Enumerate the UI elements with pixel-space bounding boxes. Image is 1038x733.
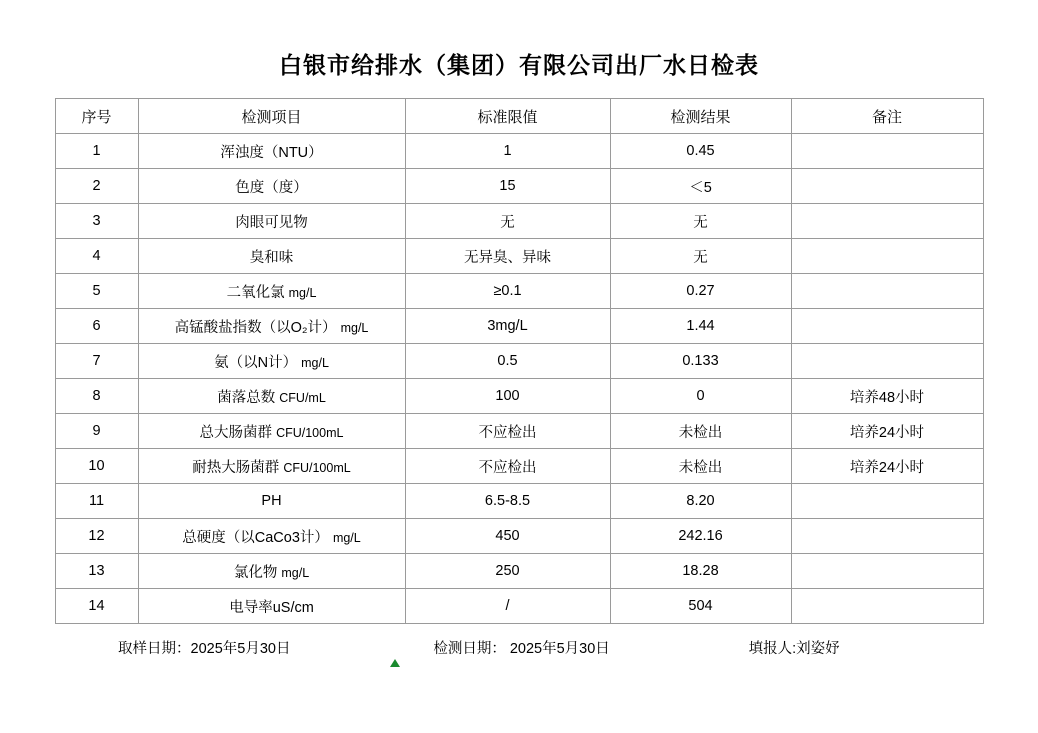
cell-limit: 100 xyxy=(405,379,610,414)
cell-note xyxy=(791,519,983,554)
header-cell-no: 序号 xyxy=(55,99,138,134)
cell-item-label: 氨（以N计） xyxy=(214,354,298,371)
cell-no: 9 xyxy=(55,414,138,449)
cell-item-label: 总大肠菌群 xyxy=(199,424,273,441)
cell-item-unit: mg/L xyxy=(281,565,310,580)
cell-item xyxy=(138,519,405,554)
table-row xyxy=(55,309,983,344)
water-quality-table xyxy=(55,98,984,624)
cell-note xyxy=(791,239,983,274)
cell-limit: 不应检出 xyxy=(405,449,610,484)
sampling-date: 取样日期：2025年5月30日 xyxy=(118,641,291,657)
report-page xyxy=(0,47,1038,733)
header-cell-note: 备注 xyxy=(791,99,983,134)
cell-item xyxy=(138,274,405,309)
cell-result: 未检出 xyxy=(610,449,791,484)
cell-no: 10 xyxy=(55,449,138,484)
cell-item xyxy=(138,379,405,414)
cell-result: 8.20 xyxy=(610,484,791,519)
table-row xyxy=(55,169,983,204)
cell-no: 1 xyxy=(55,134,138,169)
cell-no: 3 xyxy=(55,204,138,239)
cell-item-label: 耐热大肠菌群 xyxy=(192,459,280,476)
header-cell-limit: 标准限值 xyxy=(405,99,610,134)
cell-no: 2 xyxy=(55,169,138,204)
cell-item-unit: CFU/100mL xyxy=(283,460,351,475)
cell-limit: 250 xyxy=(405,554,610,589)
table-row xyxy=(55,134,983,169)
cell-limit: 1 xyxy=(405,134,610,169)
cell-item-label: 二氧化氯 xyxy=(226,284,285,301)
table-row xyxy=(55,449,983,484)
cell-item xyxy=(138,134,405,169)
cell-limit: 无 xyxy=(405,204,610,239)
cell-result: 无 xyxy=(610,204,791,239)
cell-item xyxy=(138,344,405,379)
table-header-row xyxy=(55,99,983,134)
cell-note xyxy=(791,344,983,379)
cell-limit: 无异臭、异味 xyxy=(405,239,610,274)
cell-note xyxy=(791,204,983,239)
cell-limit: 15 xyxy=(405,169,610,204)
cell-no: 4 xyxy=(55,239,138,274)
cell-result: 18.28 xyxy=(610,554,791,589)
cell-item-label: 肉眼可见物 xyxy=(235,214,308,231)
cell-note xyxy=(791,134,983,169)
header-cell-item: 检测项目 xyxy=(138,99,405,134)
cell-item-unit: mg/L xyxy=(332,530,361,545)
cell-no: 14 xyxy=(55,589,138,624)
cell-no: 13 xyxy=(55,554,138,589)
cell-result: 504 xyxy=(610,589,791,624)
table-row xyxy=(55,239,983,274)
page-title: 白银市给排水（集团）有限公司出厂水日检表 xyxy=(279,52,759,78)
cell-item-label: 电导率uS/cm xyxy=(229,599,314,616)
table-row xyxy=(55,589,983,624)
table-row xyxy=(55,484,983,519)
cell-limit: 0.5 xyxy=(405,344,610,379)
cell-note xyxy=(791,554,983,589)
cell-limit: 6.5-8.5 xyxy=(405,484,610,519)
cell-item-label: 氯化物 xyxy=(233,564,278,581)
cell-result: 242.16 xyxy=(610,519,791,554)
cell-item xyxy=(138,554,405,589)
table-row xyxy=(55,344,983,379)
cell-item-label: 臭和味 xyxy=(249,249,294,266)
cell-note xyxy=(791,589,983,624)
cell-note: 培养48小时 xyxy=(791,379,983,414)
cell-limit: / xyxy=(405,589,610,624)
cell-item xyxy=(138,239,405,274)
cell-limit: 3mg/L xyxy=(405,309,610,344)
cell-item-unit: mg/L xyxy=(288,285,317,300)
table-row xyxy=(55,204,983,239)
cell-note xyxy=(791,484,983,519)
cell-result: 无 xyxy=(610,239,791,274)
cell-note xyxy=(791,274,983,309)
testing-date: 检测日期： 2025年5月30日 xyxy=(433,641,610,657)
cell-result: 0.27 xyxy=(610,274,791,309)
header-cell-result: 检测结果 xyxy=(610,99,791,134)
cell-item xyxy=(138,414,405,449)
cell-item-label: PH xyxy=(261,493,282,509)
cell-no: 12 xyxy=(55,519,138,554)
cell-item xyxy=(138,449,405,484)
cell-item-label: 菌落总数 xyxy=(217,389,276,406)
cell-note: 培养24小时 xyxy=(791,449,983,484)
table-row xyxy=(55,519,983,554)
cell-no: 5 xyxy=(55,274,138,309)
footer-row xyxy=(0,637,1038,658)
cell-item-label: 色度（度） xyxy=(235,179,308,196)
table-row xyxy=(55,554,983,589)
cell-limit: ≥0.1 xyxy=(405,274,610,309)
cell-result: 0.45 xyxy=(610,134,791,169)
cell-result: ＜5 xyxy=(610,169,791,204)
table-row xyxy=(55,414,983,449)
green-triangle-marker xyxy=(390,659,400,667)
cell-item xyxy=(138,169,405,204)
cell-no: 6 xyxy=(55,309,138,344)
table-row xyxy=(55,379,983,414)
cell-item-unit: CFU/mL xyxy=(279,390,326,405)
table-body xyxy=(55,134,983,624)
cell-no: 11 xyxy=(55,484,138,519)
cell-result: 0.133 xyxy=(610,344,791,379)
filler-name: 填报人:刘姿妤 xyxy=(748,641,840,657)
table-header xyxy=(55,99,983,134)
cell-item-unit: mg/L xyxy=(340,320,369,335)
cell-no: 7 xyxy=(55,344,138,379)
cell-item xyxy=(138,204,405,239)
cell-limit: 450 xyxy=(405,519,610,554)
cell-item-unit: mg/L xyxy=(301,355,329,370)
cell-item-label: 高锰酸盐指数（以O₂计） xyxy=(174,319,337,336)
cell-item xyxy=(138,589,405,624)
cell-item-unit: CFU/100mL xyxy=(276,425,344,440)
cell-item xyxy=(138,309,405,344)
cell-note xyxy=(791,309,983,344)
cell-item-label: 总硬度（以CaCo3计） xyxy=(182,529,329,546)
cell-note xyxy=(791,169,983,204)
cell-item-label: 浑浊度（NTU） xyxy=(220,144,323,161)
cell-note: 培养24小时 xyxy=(791,414,983,449)
cell-result: 0 xyxy=(610,379,791,414)
cell-item xyxy=(138,484,405,519)
cell-result: 1.44 xyxy=(610,309,791,344)
table-row xyxy=(55,274,983,309)
cell-result: 未检出 xyxy=(610,414,791,449)
cell-no: 8 xyxy=(55,379,138,414)
cell-limit: 不应检出 xyxy=(405,414,610,449)
